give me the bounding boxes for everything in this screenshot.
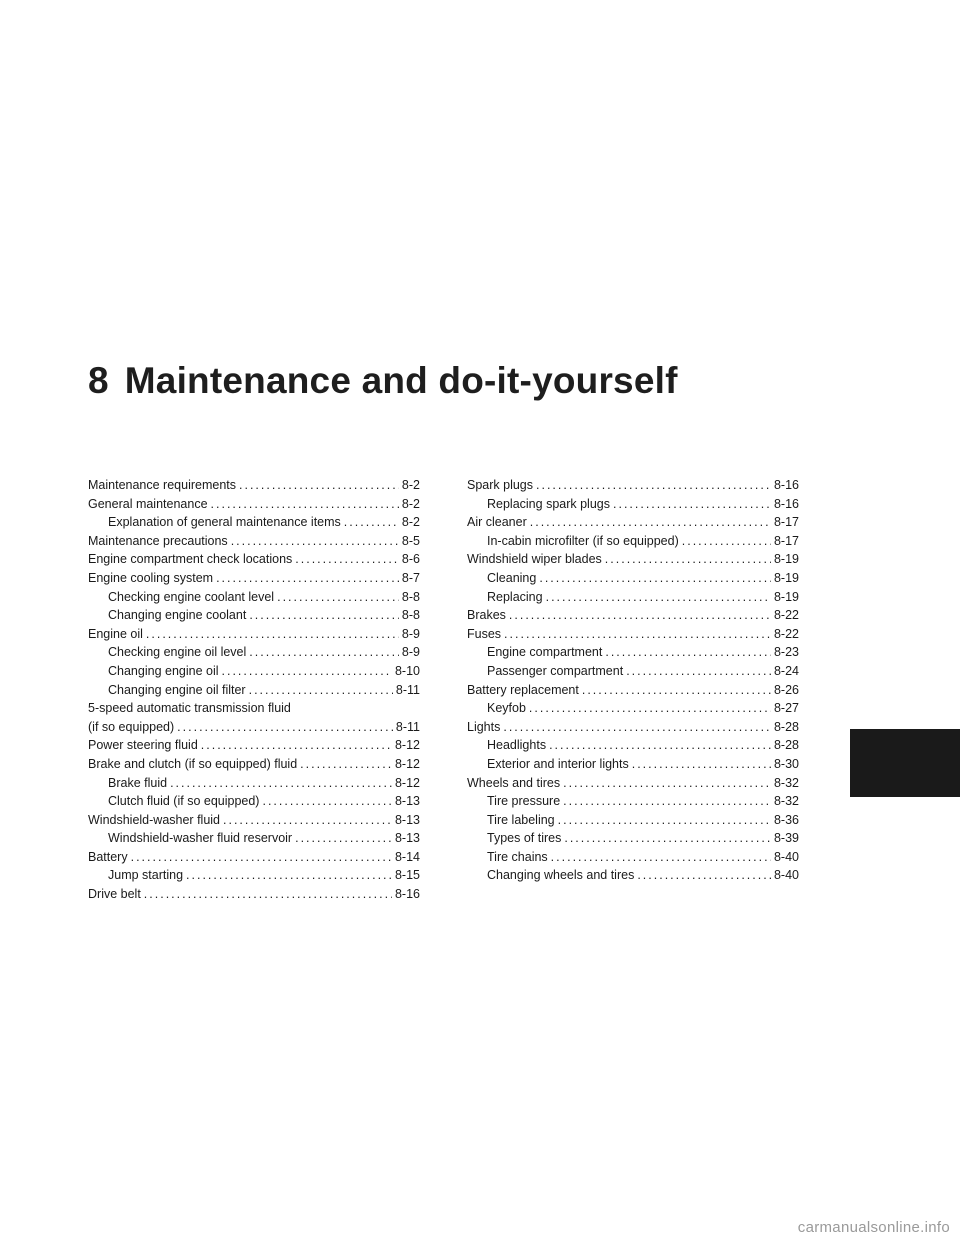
toc-leader-dots — [529, 699, 771, 718]
toc-entry-page: 8-32 — [773, 775, 799, 790]
toc-entry[interactable] — [467, 476, 799, 495]
toc-entry-label: Fuses — [467, 626, 502, 641]
toc-leader-dots — [177, 718, 393, 737]
toc-entry-label: Jump starting — [108, 868, 184, 883]
toc-leader-dots — [551, 848, 771, 867]
toc-entry[interactable] — [88, 681, 420, 700]
toc-entry-page: 8-24 — [773, 663, 799, 678]
toc-entry-label: Engine compartment — [487, 645, 603, 660]
toc-entry[interactable] — [467, 829, 799, 848]
toc-entry[interactable] — [467, 755, 799, 774]
toc-leader-dots — [539, 569, 771, 588]
toc-entry[interactable] — [88, 625, 420, 644]
toc-entry-label: Changing engine coolant — [108, 608, 247, 623]
toc-leader-dots — [549, 736, 771, 755]
toc-entry-label: In-cabin microfilter (if so equipped) — [487, 533, 679, 548]
toc-entry-label: Replacing — [487, 589, 543, 604]
toc-entry-label: Brake and clutch (if so equipped) fluid — [88, 756, 298, 771]
toc-entry-label: Windshield-washer fluid reservoir — [108, 831, 293, 846]
toc-leader-dots — [249, 681, 393, 700]
toc-leader-dots — [530, 513, 771, 532]
toc-entry-page: 8-7 — [401, 570, 420, 585]
toc-entry[interactable] — [467, 532, 799, 551]
toc-leader-dots — [131, 848, 392, 867]
toc-entry-label: Tire pressure — [487, 794, 561, 809]
toc-entry-label: Engine oil — [88, 626, 143, 641]
toc-leader-dots — [564, 829, 771, 848]
chapter-tab — [850, 729, 960, 797]
toc-entry-label: Air cleaner — [467, 515, 527, 530]
toc-entry[interactable] — [467, 550, 799, 569]
toc-entry[interactable] — [88, 866, 420, 885]
toc-entry[interactable] — [88, 755, 420, 774]
toc-entry-page: 8-26 — [773, 682, 799, 697]
chapter-title — [88, 360, 678, 402]
toc-entry-page: 8-40 — [773, 849, 799, 864]
toc-leader-dots — [637, 866, 771, 885]
toc-left-column — [88, 476, 420, 904]
toc-leader-dots — [682, 532, 771, 551]
toc-entry[interactable] — [88, 588, 420, 607]
toc-entry[interactable] — [467, 495, 799, 514]
toc-entry-page: 8-11 — [395, 719, 420, 734]
toc-entry-label: Cleaning — [487, 570, 537, 585]
toc-entry[interactable] — [467, 662, 799, 681]
toc-entry[interactable] — [467, 699, 799, 718]
toc-entry-label: Keyfob — [487, 701, 526, 716]
toc-leader-dots — [563, 792, 771, 811]
toc-entry-page: 8-16 — [394, 887, 420, 902]
toc-entry-label: Passenger compartment — [487, 663, 624, 678]
toc-entry-page: 8-11 — [395, 682, 420, 697]
toc-entry-label: Lights — [467, 719, 501, 734]
toc-entry[interactable] — [467, 569, 799, 588]
toc-entry[interactable] — [467, 643, 799, 662]
toc-right-column — [467, 476, 799, 885]
toc-entry-page: 8-17 — [773, 515, 799, 530]
toc-entry[interactable] — [467, 848, 799, 867]
toc-leader-dots — [632, 755, 771, 774]
toc-entry[interactable] — [88, 848, 420, 867]
toc-entry-label: Maintenance requirements — [88, 478, 236, 492]
toc-entry-label: Brakes — [467, 608, 506, 623]
toc-entry-page: 8-40 — [773, 868, 799, 883]
toc-entry-page: 8-12 — [394, 738, 420, 753]
toc-entry-page: 8-5 — [401, 533, 420, 548]
toc-leader-dots — [146, 625, 399, 644]
toc-entry[interactable] — [88, 774, 420, 793]
toc-entry-page: 8-27 — [773, 701, 799, 716]
toc-entry-label: Tire labeling — [487, 812, 555, 827]
toc-entry-label: (if so equipped) — [88, 719, 175, 734]
toc-entry-label: Battery — [88, 849, 128, 864]
toc-entry-page: 8-28 — [773, 719, 799, 734]
toc-entry-page: 8-8 — [401, 608, 420, 623]
toc-entry-label: Drive belt — [88, 887, 141, 902]
toc-entry-page: 8-12 — [394, 756, 420, 771]
toc-leader-dots — [249, 606, 399, 625]
toc-entry-label: General maintenance — [88, 496, 208, 511]
toc-entry-page: 8-2 — [401, 496, 420, 511]
toc-leader-dots — [211, 495, 399, 514]
toc-entry[interactable] — [467, 774, 799, 793]
toc-entry-label: Engine compartment check locations — [88, 552, 293, 567]
toc-entry-label: 5-speed automatic transmission fluid — [88, 701, 291, 716]
toc-entry-label: Battery replacement — [467, 682, 579, 697]
toc-leader-dots — [201, 736, 392, 755]
toc-entry-label: Tire chains — [487, 849, 548, 864]
toc-entry-label: Maintenance precautions — [88, 533, 228, 548]
toc-entry[interactable] — [467, 866, 799, 885]
toc-entry-page: 8-16 — [773, 496, 799, 511]
toc-leader-dots — [613, 495, 771, 514]
toc-entry-page: 8-15 — [394, 868, 420, 883]
toc-leader-dots — [605, 550, 771, 569]
toc-entry-label: Changing engine oil — [108, 663, 219, 678]
toc-entry-page: 8-14 — [394, 849, 420, 864]
toc-entry[interactable] — [88, 792, 420, 811]
toc-leader-dots — [295, 550, 399, 569]
toc-leader-dots — [300, 755, 392, 774]
toc-entry-label: Types of tires — [487, 831, 562, 846]
toc-entry[interactable] — [467, 718, 799, 737]
toc-leader-dots — [582, 681, 771, 700]
toc-leader-dots — [295, 829, 392, 848]
toc-entry[interactable] — [467, 513, 799, 532]
toc-entry-page: 8-36 — [773, 812, 799, 827]
toc-entry[interactable] — [467, 625, 799, 644]
toc-entry-page: 8-10 — [394, 663, 420, 678]
toc-leader-dots — [344, 513, 399, 532]
toc-entry[interactable] — [88, 532, 420, 551]
toc-entry[interactable] — [467, 588, 799, 607]
toc-leader-dots — [186, 866, 392, 885]
toc-entry-label: Checking engine oil level — [108, 645, 247, 660]
toc-entry-label: Windshield wiper blades — [467, 552, 602, 567]
toc-entry[interactable] — [467, 811, 799, 830]
toc-entry-label: Exterior and interior lights — [487, 756, 629, 771]
toc-entry-page: 8-9 — [401, 645, 420, 660]
toc-leader-dots — [546, 588, 771, 607]
toc-leader-dots — [563, 774, 771, 793]
toc-entry-page: 8-30 — [773, 756, 799, 771]
toc-entry-page: 8-19 — [773, 570, 799, 585]
toc-entry-label: Spark plugs — [467, 478, 534, 492]
toc-entry-page: 8-9 — [401, 626, 420, 641]
toc-entry-page: 8-2 — [401, 515, 420, 530]
toc-leader-dots — [231, 532, 399, 551]
toc-leader-dots — [503, 718, 771, 737]
toc-entry[interactable] — [467, 792, 799, 811]
toc-leader-dots — [222, 662, 392, 681]
toc-entry[interactable] — [88, 550, 420, 569]
toc-leader-dots — [509, 606, 771, 625]
toc-leader-dots — [504, 625, 771, 644]
toc-entry-label: Changing engine oil filter — [108, 682, 246, 697]
toc-entry[interactable] — [88, 513, 420, 532]
toc-entry-page: 8-28 — [773, 738, 799, 753]
toc-entry-label: Windshield-washer fluid — [88, 812, 221, 827]
toc-entry-page: 8-13 — [394, 794, 420, 809]
toc-entry-label: Replacing spark plugs — [487, 496, 610, 511]
watermark: carmanualsonline.info — [797, 1219, 950, 1236]
toc-leader-dots — [170, 774, 392, 793]
toc-entry-page: 8-22 — [773, 626, 799, 641]
toc-entry-page: 8-19 — [773, 552, 799, 567]
chapter-number: 8 — [88, 360, 109, 401]
toc-leader-dots — [558, 811, 771, 830]
chapter-title-text: Maintenance and do-it-yourself — [124, 360, 678, 401]
toc-entry[interactable] — [88, 829, 420, 848]
toc-entry[interactable] — [88, 718, 420, 737]
toc-entry-page: 8-19 — [773, 589, 799, 604]
toc-leader-dots — [536, 476, 771, 495]
toc-entry-page: 8-17 — [773, 533, 799, 548]
toc-entry[interactable] — [467, 681, 799, 700]
toc-entry[interactable] — [88, 606, 420, 625]
toc-entry-page: 8-13 — [394, 831, 420, 846]
toc-entry[interactable] — [88, 643, 420, 662]
toc-entry[interactable] — [467, 606, 799, 625]
toc-leader-dots — [262, 792, 391, 811]
toc-entry-page: 8-39 — [773, 831, 799, 846]
toc-entry[interactable] — [88, 476, 420, 495]
toc-entry-page: 8-12 — [394, 775, 420, 790]
toc-entry-label: Brake fluid — [108, 775, 168, 790]
toc-entry[interactable] — [88, 811, 420, 830]
toc-leader-dots — [249, 643, 399, 662]
toc-leader-dots — [223, 811, 392, 830]
toc-entry-page: 8-8 — [401, 589, 420, 604]
toc-leader-dots — [239, 476, 399, 495]
toc-entry-page: 8-32 — [773, 794, 799, 809]
toc-entry-page: 8-22 — [773, 608, 799, 623]
toc-leader-dots — [144, 885, 392, 904]
toc-leader-dots — [626, 662, 771, 681]
toc-entry[interactable] — [88, 569, 420, 588]
toc-entry-label: Clutch fluid (if so equipped) — [108, 794, 260, 809]
toc-entry-label: Headlights — [487, 738, 547, 753]
toc-entry-label: Changing wheels and tires — [487, 868, 635, 883]
toc-entry[interactable] — [88, 736, 420, 755]
toc-entry[interactable] — [467, 736, 799, 755]
toc-entry-page: 8-23 — [773, 645, 799, 660]
toc-entry[interactable] — [88, 662, 420, 681]
toc-entry-page: 8-6 — [401, 552, 420, 567]
toc-entry-label: Power steering fluid — [88, 738, 198, 753]
toc-entry-page: 8-16 — [773, 478, 799, 492]
toc-leader-dots — [605, 643, 771, 662]
toc-entry[interactable] — [88, 885, 420, 904]
toc-entry-page: 8-13 — [394, 812, 420, 827]
toc-entry-label: Engine cooling system — [88, 570, 214, 585]
toc-leader-dots — [216, 569, 399, 588]
toc-entry-label: Explanation of general maintenance items — [108, 515, 341, 530]
toc-entry[interactable] — [88, 495, 420, 514]
toc-entry-label: Checking engine coolant level — [108, 589, 275, 604]
toc-entry-page: 8-2 — [401, 478, 420, 492]
toc-entry-label: Wheels and tires — [467, 775, 561, 790]
toc-leader-dots — [277, 588, 399, 607]
